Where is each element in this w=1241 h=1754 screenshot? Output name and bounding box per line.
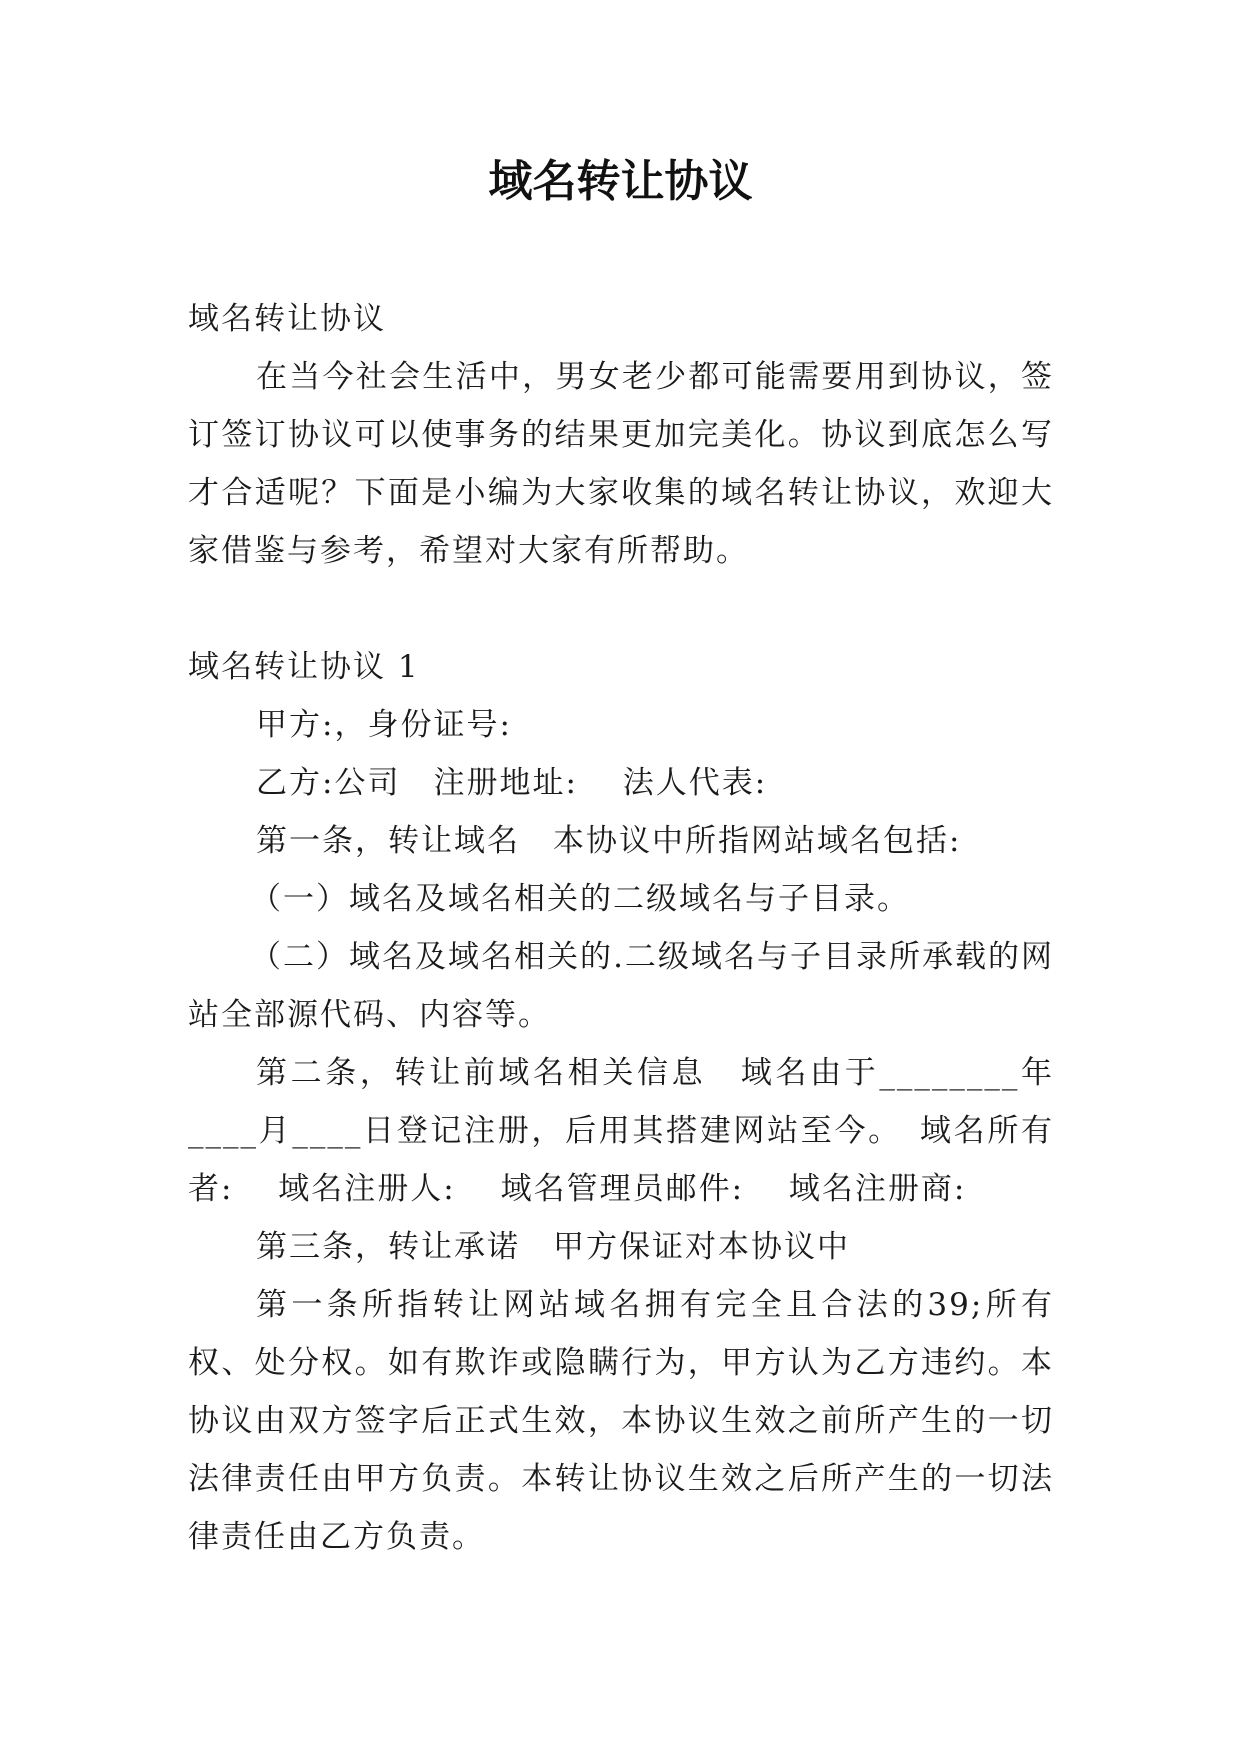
section-heading: 域名转让协议 — [188, 301, 386, 337]
article-three: 第三条，转让承诺 甲方保证对本协议中 — [256, 1229, 850, 1265]
article-one-item-2: （二）域名及域名相关的.二级域名与子目录所承载的网站全部源代码、内容等。 — [188, 939, 1054, 1033]
article-one-item-1: （一）域名及域名相关的二级域名与子目录。 — [250, 881, 910, 917]
agreement-heading: 域名转让协议 1 — [188, 649, 420, 685]
document-title: 域名转让协议 — [488, 156, 753, 207]
document-body — [188, 290, 1054, 1566]
party-b-line: 乙方:公司 注册地址: 法人代表: — [256, 765, 768, 801]
party-a-line: 甲方:，身份证号: — [256, 707, 512, 743]
article-three-body: 第一条所指转让网站域名拥有完全且合法的39;所有权、处分权。如有欺诈或隐瞒行为，甲方认为乙方违约。本协议由双方签字后正式生效，本协议生效之前所产生的一切法律责任由甲方负责。本转让协议生效之后所产生的一切法律责任由乙方负责。 — [188, 1287, 1054, 1555]
intro-paragraph: 在当今社会生活中，男女老少都可能需要用到协议，签订签订协议可以使事务的结果更加完美化。协议到底怎么写才合适呢？下面是小编为大家收集的域名转让协议，欢迎大家借鉴与参考，希望对大家有所帮助。 — [188, 359, 1054, 569]
paragraph-spacer — [188, 580, 1054, 638]
article-one: 第一条，转让域名 本协议中所指网站域名包括: — [256, 823, 962, 859]
article-two: 第二条，转让前域名相关信息 域名由于________年____月____日登记注册，后用其搭建网站至今。 域名所有者: 域名注册人: 域名管理员邮件: 域名注册商: — [188, 1055, 1054, 1207]
